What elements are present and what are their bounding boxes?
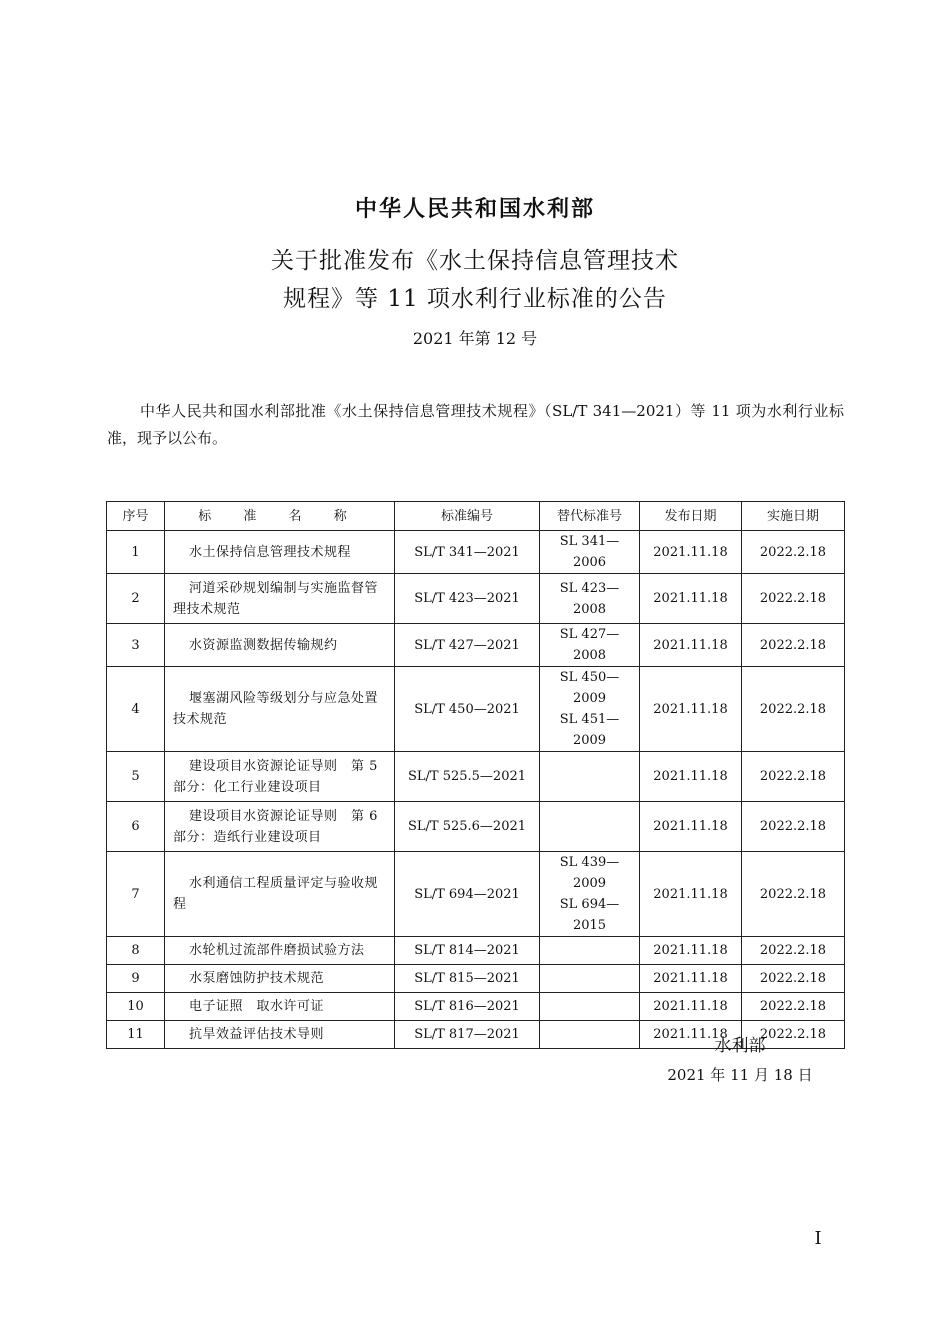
cell-replaced [540,752,640,802]
header-effective-date: 实施日期 [742,502,845,531]
cell-code: SL/T 817—2021 [395,1021,540,1049]
cell-publish-date: 2021.11.18 [640,574,742,624]
replaced-code: SL 423—2008 [559,580,620,617]
cell-seq: 4 [107,667,165,752]
replaced-code: SL 439—2009 [559,855,620,891]
cell-code: SL/T 423—2021 [395,574,540,624]
signing-authority: 水利部 [714,1036,766,1056]
document-number: 2021 年第 12 号 [412,329,538,348]
cell-replaced [540,993,640,1021]
cell-effective-date: 2022.2.18 [742,574,845,624]
cell-replaced [540,531,640,574]
cell-replaced [540,1021,640,1049]
table-row [107,965,845,993]
cell-replaced [540,574,640,624]
cell-name: 电子证照 取水许可证 [165,993,395,1021]
cell-publish-date: 2021.11.18 [640,965,742,993]
cell-publish-date: 2021.11.18 [640,531,742,574]
cell-seq: 6 [107,802,165,852]
header-code: 标准编号 [395,502,540,531]
cell-seq: 1 [107,531,165,574]
table-row [107,667,845,752]
announcement-title-line-2: 规程》等 11 项水利行业标准的公告 [283,286,667,312]
issuing-authority: 中华人民共和国水利部 [354,196,595,222]
table-row [107,574,845,624]
cell-seq: 8 [107,937,165,965]
table-row [107,802,845,852]
cell-name: 建设项目水资源论证导则 第 5 部分：化工行业建设项目 [165,752,395,802]
cell-replaced [540,852,640,937]
signing-date: 2021 年 11 月 18 日 [667,1066,813,1084]
cell-replaced [540,937,640,965]
cell-name: 河道采砂规划编制与实施监督管理技术规范 [165,574,395,624]
cell-publish-date: 2021.11.18 [640,852,742,937]
cell-seq: 5 [107,752,165,802]
cell-seq: 3 [107,624,165,667]
table-row [107,752,845,802]
cell-name: 水土保持信息管理技术规程 [165,531,395,574]
table-row [107,937,845,965]
cell-effective-date: 2022.2.18 [742,852,845,937]
header-seq: 序号 [107,502,165,531]
cell-seq: 10 [107,993,165,1021]
cell-code: SL/T 525.6—2021 [395,802,540,852]
header-publish-date: 发布日期 [640,502,742,531]
cell-code: SL/T 525.5—2021 [395,752,540,802]
cell-effective-date: 2022.2.18 [742,802,845,852]
cell-code: SL/T 816—2021 [395,993,540,1021]
cell-name: 水利通信工程质量评定与验收规程 [165,852,395,937]
table-row [107,993,845,1021]
cell-publish-date: 2021.11.18 [640,937,742,965]
announcement-title-line-1: 关于批准发布《水土保持信息管理技术 [271,248,679,274]
cell-publish-date: 2021.11.18 [640,624,742,667]
cell-replaced [540,667,640,752]
cell-publish-date: 2021.11.18 [640,802,742,852]
replaced-code: SL 341—2006 [559,534,620,570]
cell-code: SL/T 341—2021 [395,531,540,574]
cell-name: 堰塞湖风险等级划分与应急处置技术规范 [165,667,395,752]
cell-effective-date: 2022.2.18 [742,624,845,667]
cell-code: SL/T 814—2021 [395,937,540,965]
table-row [107,852,845,937]
table-header-row [107,502,845,531]
cell-seq: 9 [107,965,165,993]
cell-code: SL/T 450—2021 [395,667,540,752]
cell-effective-date: 2022.2.18 [742,937,845,965]
cell-publish-date: 2021.11.18 [640,667,742,752]
cell-code: SL/T 815—2021 [395,965,540,993]
cell-name: 水资源监测数据传输规约 [165,624,395,667]
replaced-code: SL 694—2015 [559,897,620,933]
cell-seq: 2 [107,574,165,624]
replaced-code: SL 451—2009 [559,712,620,748]
cell-seq: 7 [107,852,165,937]
announcement-body: 中华人民共和国水利部批准《水土保持信息管理技术规程》（SL/T 341—2021）等 11 项为水利行业标准，现予以公布。 [107,402,844,447]
cell-name: 水泵磨蚀防护技术规范 [165,965,395,993]
table-row [107,531,845,574]
page-number: I [814,1228,822,1249]
replaced-code: SL 427—2008 [559,627,620,663]
cell-effective-date: 2022.2.18 [742,993,845,1021]
cell-replaced [540,802,640,852]
cell-publish-date: 2021.11.18 [640,993,742,1021]
cell-name: 水轮机过流部件磨损试验方法 [165,937,395,965]
cell-effective-date: 2022.2.18 [742,667,845,752]
header-replaced: 替代标准号 [540,502,640,531]
cell-name: 抗旱效益评估技术导则 [165,1021,395,1049]
cell-effective-date: 2022.2.18 [742,531,845,574]
cell-name: 建设项目水资源论证导则 第 6 部分：造纸行业建设项目 [165,802,395,852]
cell-publish-date: 2021.11.18 [640,752,742,802]
cell-replaced [540,965,640,993]
cell-code: SL/T 427—2021 [395,624,540,667]
cell-seq: 11 [107,1021,165,1049]
cell-publish-date: 2021.11.18 [640,1021,742,1049]
cell-effective-date: 2022.2.18 [742,1021,845,1049]
cell-effective-date: 2022.2.18 [742,965,845,993]
standards-table [106,501,845,1049]
table-row [107,624,845,667]
cell-effective-date: 2022.2.18 [742,752,845,802]
replaced-code: SL 450—2009 [559,670,620,706]
header-name: 标 准 名 称 [165,502,395,531]
cell-replaced [540,624,640,667]
cell-code: SL/T 694—2021 [395,852,540,937]
